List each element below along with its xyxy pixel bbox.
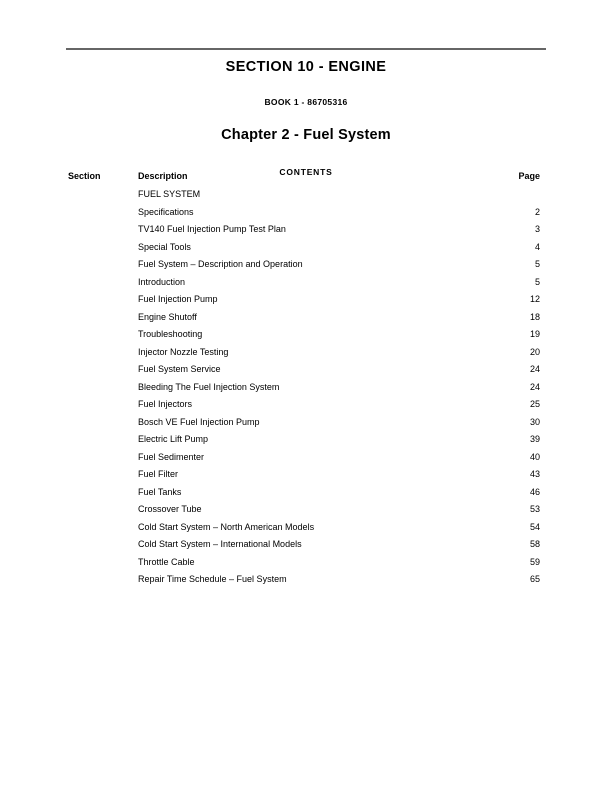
toc-entry-title: Specifications xyxy=(138,206,194,217)
toc-entry[interactable] xyxy=(138,256,540,274)
toc-entry-title: Cold Start System – North American Models xyxy=(138,521,315,532)
chapter-title: Chapter 2 - Fuel System xyxy=(221,127,391,143)
toc-entry[interactable] xyxy=(138,571,540,589)
toc-entry-page-number: 43 xyxy=(529,469,540,479)
toc-entry[interactable] xyxy=(138,204,540,222)
toc-dot-leader xyxy=(186,494,510,495)
toc-entry-page-number: 58 xyxy=(529,539,540,549)
toc-entry-title: Injector Nozzle Testing xyxy=(138,346,229,357)
toc-entry[interactable] xyxy=(138,414,540,432)
toc-entry-title: Bleeding The Fuel Injection System xyxy=(138,381,280,392)
toc-entry[interactable] xyxy=(138,326,540,344)
toc-entry[interactable] xyxy=(138,431,540,449)
toc-entry[interactable] xyxy=(138,501,540,519)
toc-dot-leader xyxy=(197,406,510,407)
toc-entry[interactable] xyxy=(138,379,540,397)
toc-entry-title: TV140 Fuel Injection Pump Test Plan xyxy=(138,224,286,234)
toc-dot-leader xyxy=(265,424,510,425)
toc-dot-leader xyxy=(196,249,510,250)
toc-entry-page-number: 40 xyxy=(529,451,540,462)
toc-entry-page-number: 46 xyxy=(529,486,540,497)
toc-entry-title: Fuel Injectors xyxy=(138,399,193,409)
toc-dot-leader xyxy=(190,284,510,285)
toc-entry[interactable] xyxy=(138,484,540,502)
toc-dot-leader xyxy=(209,459,510,460)
toc-entry-page-number: 24 xyxy=(529,381,540,392)
toc-entry[interactable] xyxy=(138,361,540,379)
toc-entry-page-number: 2 xyxy=(534,206,540,217)
toc-dot-leader xyxy=(199,214,510,215)
toc-dot-leader xyxy=(292,581,510,582)
table-of-contents xyxy=(138,186,540,589)
toc-entry[interactable] xyxy=(138,554,540,572)
header-divider-rule xyxy=(66,48,546,50)
toc-dot-leader xyxy=(291,231,510,232)
toc-entry-title: Troubleshooting xyxy=(138,329,203,339)
toc-dot-leader xyxy=(307,546,510,547)
toc-entry-title: Bosch VE Fuel Injection Pump xyxy=(138,416,260,427)
toc-entry-page-number: 65 xyxy=(529,574,540,584)
toc-dot-leader xyxy=(319,529,510,530)
toc-entry-page-number: 4 xyxy=(534,241,540,252)
toc-entry[interactable] xyxy=(138,239,540,257)
toc-entry-page-number: 25 xyxy=(529,399,540,409)
toc-entry-title: Throttle Cable xyxy=(138,556,195,567)
toc-entry-page-number: 24 xyxy=(529,364,540,374)
toc-entry[interactable] xyxy=(138,274,540,292)
toc-entry-title: FUEL SYSTEM xyxy=(138,189,201,199)
toc-dot-leader xyxy=(207,511,510,512)
toc-dot-leader xyxy=(200,564,510,565)
toc-entry[interactable] xyxy=(138,221,540,239)
toc-entry[interactable] xyxy=(138,519,540,537)
toc-entry-page-number: 12 xyxy=(529,294,540,304)
toc-entry[interactable] xyxy=(138,466,540,484)
toc-entry-title: Special Tools xyxy=(138,241,191,252)
toc-entry-title: Cold Start System – International Models xyxy=(138,539,302,549)
toc-entry-title: Crossover Tube xyxy=(138,504,202,514)
toc-entry-title: Introduction xyxy=(138,276,186,287)
toc-dot-leader xyxy=(226,371,510,372)
toc-entry-title: Repair Time Schedule – Fuel System xyxy=(138,574,287,584)
toc-entry[interactable] xyxy=(138,536,540,554)
toc-entry-page-number: 3 xyxy=(534,224,540,234)
toc-entry-title: Fuel System Service xyxy=(138,364,221,374)
contents-label: CONTENTS xyxy=(279,167,333,177)
toc-dot-leader xyxy=(213,441,510,442)
toc-dot-leader xyxy=(233,354,510,355)
toc-entry-page-number: 5 xyxy=(534,259,540,269)
toc-entry-page-number: 20 xyxy=(529,346,540,357)
toc-dot-leader xyxy=(308,266,510,267)
toc-dot-leader xyxy=(223,301,510,302)
toc-dot-leader xyxy=(202,319,510,320)
toc-entry-page-number: 53 xyxy=(529,504,540,514)
toc-entry-page-number: 30 xyxy=(529,416,540,427)
toc-entry[interactable] xyxy=(138,291,540,309)
toc-entry[interactable] xyxy=(138,449,540,467)
title-block xyxy=(0,58,612,178)
column-header-description: Description xyxy=(138,171,188,181)
toc-entry-page-number: 19 xyxy=(529,329,540,339)
toc-group-heading xyxy=(138,186,540,204)
toc-dot-leader xyxy=(284,389,510,390)
book-number-line: BOOK 1 - 86705316 xyxy=(264,97,348,107)
toc-entry-page-number: 39 xyxy=(529,434,540,444)
toc-entry-page-number: 59 xyxy=(529,556,540,567)
toc-entry-title: Engine Shutoff xyxy=(138,311,197,322)
toc-entry-title: Fuel System – Description and Operation xyxy=(138,259,303,269)
toc-entry[interactable] xyxy=(138,396,540,414)
toc-entry-page-number: 18 xyxy=(529,311,540,322)
column-header-section: Section xyxy=(68,171,101,181)
toc-entry[interactable] xyxy=(138,309,540,327)
column-header-page: Page xyxy=(518,171,540,181)
toc-column-headers xyxy=(0,171,612,185)
toc-entry-title: Electric Lift Pump xyxy=(138,434,209,444)
toc-entry-title: Fuel Filter xyxy=(138,469,179,479)
toc-entry[interactable] xyxy=(138,344,540,362)
toc-entry-title: Fuel Sedimenter xyxy=(138,451,205,462)
toc-dot-leader xyxy=(207,336,510,337)
section-title: SECTION 10 - ENGINE xyxy=(225,59,387,75)
toc-entry-title: Fuel Tanks xyxy=(138,486,182,497)
toc-entry-title: Fuel Injection Pump xyxy=(138,294,218,304)
toc-entry-page-number: 5 xyxy=(534,276,540,287)
toc-dot-leader xyxy=(183,476,510,477)
toc-entry-page-number: 54 xyxy=(529,521,540,532)
